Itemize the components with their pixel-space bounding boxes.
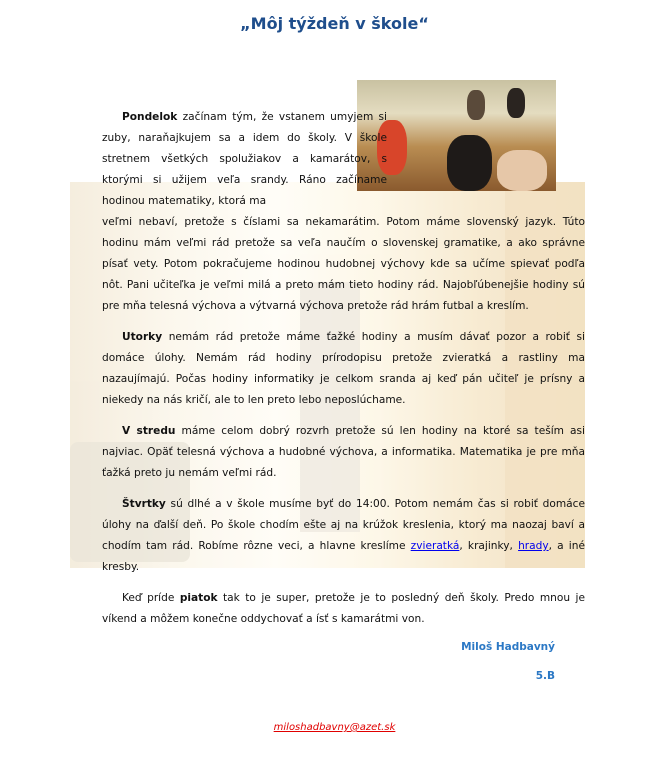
paragraph-text: Keď príde [122,592,180,604]
paragraph-text: , krajinky, [459,540,519,552]
paragraph-text: začínam tým, že vstanem umyjem si zuby, naraňajkujem sa a idem do školy. V škole stretnem všetkých spolužiakov a kamarátov, s ktorými si užijem veľa srandy. Ráno začíname hodinou matematiky, ktorá ma [102,111,387,207]
article-body [102,107,585,640]
paragraph-tuesday [102,327,585,411]
paragraph-text: sú dlhé a v škole musíme byť do 14:00. Potom nemám čas si robiť domáce úlohy na ďalší deň. Po škole chodím ešte aj na krúžok kreslenia, ktorý ma naozaj baví a chodím tam rád. Robíme rôzne veci, a hlavne kreslíme [102,498,585,552]
day-label: Pondelok [122,111,178,123]
link-zvieratka[interactable]: zvieratká [410,540,460,552]
paragraph-text: tak to je super, pretože je to posledný deň školy. Predo mnou je víkend a môžem konečne oddychovať a ísť s kamarátmi von. [102,592,585,625]
paragraph-monday [102,107,387,212]
page-title: „Môj týždeň v škole“ [240,14,429,33]
email-link[interactable]: miloshadbavny@azet.sk [273,722,396,733]
paragraph-wednesday [102,421,585,484]
day-label: Štvrtky [122,498,166,510]
day-label: Utorky [122,331,163,343]
paragraph-text: nemám rád pretože máme ťažké hodiny a musím dávať pozor a robiť si domáce úlohy. Nemám rád hodiny prírodopisu pretože zvieratká a rastliny ma nazaujímajú. Počas hodiny informatiky je celkom sranda aj keď pán učiteľ je prísny a niekedy na nás kričí, ale to len preto lebo neposlúchame. [102,331,585,406]
paragraph-monday-cont: veľmi nebaví, pretože s číslami sa nekamarátim. Potom máme slovenský jazyk. Túto hodinu mám veľmi rád pretože sa veľa naučím o slovenskej gramatike, a ako správne písať vety. Potom pokračujeme hodinou hudobnej výchovy kde sa učíme spievať podľa nôt. Pani učiteľka je veľmi milá a preto mám tieto hodiny rád. Najobľúbenejšie hodiny sú pre mňa telesná výchova a výtvarná výchova pretože rád hrám futbal a kreslím. [102,216,585,312]
paragraph-text: , a iné kresby. [102,540,585,573]
day-label: V stredu [122,425,176,437]
link-hrady[interactable]: hrady [518,540,549,552]
paragraph-text: máme celom dobrý rozvrh pretože sú len hodiny na ktoré sa teším asi najviac. Opäť telesná výchova a hudobné výchova, a informatika. Matematika je pre mňa ťažká preto ju nemám veľmi rád. [102,425,585,479]
paragraph-friday [102,588,585,630]
author-name: Miloš Hadbavný [461,641,555,653]
author-class: 5.B [535,670,555,682]
paragraph-thursday [102,494,585,578]
day-label: piatok [179,592,218,604]
